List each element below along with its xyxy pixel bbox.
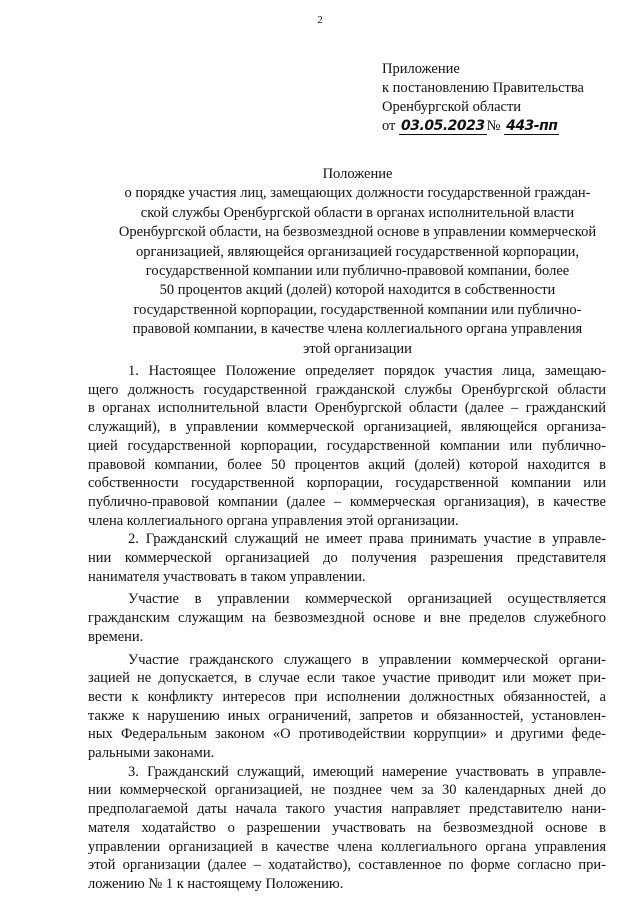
text-line: также к нарушению иных ограничений, запретов и обязанностей, установлен-: [88, 707, 606, 724]
text-line: щего должность государственной гражданской службы Оренбургской области: [88, 381, 606, 398]
title-line: 50 процентов акций (долей) которой находится в собственности: [159, 282, 556, 299]
paragraph-1: [88, 362, 606, 530]
text-line: 2. Гражданский служащий не имеет права принимать участие в управле-: [128, 531, 606, 548]
text-line: 3. Гражданский служащий, имеющий намерение участвовать в управле-: [128, 763, 606, 780]
text-line: времени.: [88, 628, 144, 645]
text-line: гражданским служащим на безвозмездной основе и вне пределов служебного: [88, 610, 606, 627]
text-line: Участие в управлении коммерческой организацией осуществляется: [128, 591, 606, 608]
title-line: государственной корпорации, государственной компании или публично-: [133, 301, 582, 318]
title-heading: Положение: [322, 166, 393, 182]
text-line: предполагаемой даты начала такого участия направляет представителю нани-: [88, 801, 606, 818]
date-prefix: от: [382, 118, 396, 134]
title-line: Оренбургской области, на безвозмездной основе в управлении коммерческой: [118, 224, 597, 241]
text-line: мателя ходатайство о разрешении участвовать на безвозмездной основе в: [88, 819, 606, 836]
number-sign: №: [486, 118, 501, 134]
appendix-reference: к постановлению Правительства: [382, 80, 584, 96]
text-line: нии коммерческой организацией до получения разрешения представителя: [88, 550, 606, 567]
text-line: этой организации (далее – ходатайство), составленное по форме согласно при-: [88, 857, 606, 874]
handwritten-number: 443-пп: [506, 118, 558, 134]
paragraph-3: [88, 590, 606, 646]
paragraph-4: [88, 651, 606, 763]
paragraph-5: [88, 763, 606, 894]
paragraph-2: [88, 530, 606, 586]
appendix-block: [382, 60, 632, 136]
text-line: нии коммерческой организацией, не позднее чем за 30 календарных дней до: [88, 782, 606, 799]
page-number: 2: [317, 14, 323, 26]
text-line: правовой компании, более 50 процентов акций (долей) которой находится в: [88, 456, 606, 473]
title-line: государственной компании или публично-правовой компании, более: [145, 263, 570, 280]
title-line: ской службы Оренбургской области в органах исполнительной власти: [140, 204, 575, 221]
regulation-title: [110, 165, 605, 359]
text-line: зацией не допускается, в случае если такое участие приводит или может при-: [88, 670, 606, 687]
title-line: организацией, являющейся организацией государственной корпорации,: [136, 243, 579, 260]
text-line: члена коллегиального органа управления этой организации.: [88, 512, 459, 529]
text-line: служащий), в управлении коммерческой организацией, являющейся организа-: [88, 419, 606, 436]
text-line: нанимателя участвовать в таком управлении.: [88, 568, 366, 585]
appendix-region: Оренбургской области: [382, 99, 522, 115]
document-body: [88, 362, 606, 894]
text-line: ральными законами.: [88, 745, 215, 762]
text-line: ложению № 1 к настоящему Положению.: [88, 875, 344, 892]
appendix-date-line: [382, 117, 632, 136]
title-line: правовой компании, в качестве члена коллегиального органа управления: [132, 321, 583, 338]
text-line: в органах исполнительной власти Оренбургской области (далее – гражданский: [88, 400, 606, 417]
text-line: Участие гражданского служащего в управлении коммерческой органи-: [128, 651, 606, 668]
text-line: управлении организацией в качестве члена коллегиального органа управления: [88, 838, 606, 855]
text-line: собственности государственной корпорации, государственной компании или: [88, 475, 606, 492]
text-line: 1. Настоящее Положение определяет порядок участия лица, замещаю-: [128, 363, 606, 379]
text-line: вести к конфликту интересов при исполнении должностных обязанностей, а: [88, 688, 606, 705]
title-line: этой организации: [303, 340, 412, 357]
handwritten-date: 03.05.2023: [401, 118, 485, 134]
text-line: цией государственной корпорации, государственной компании или публично-: [88, 437, 606, 454]
appendix-title: Приложение: [382, 61, 460, 77]
text-line: публично-правовой компании (далее – коммерческая организация), в качестве: [88, 493, 606, 510]
title-line: о порядке участия лиц, замещающих должности государственной граждан-: [124, 185, 591, 202]
text-line: ных Федеральным законом «О противодействии коррупции» и другими феде-: [88, 726, 606, 743]
